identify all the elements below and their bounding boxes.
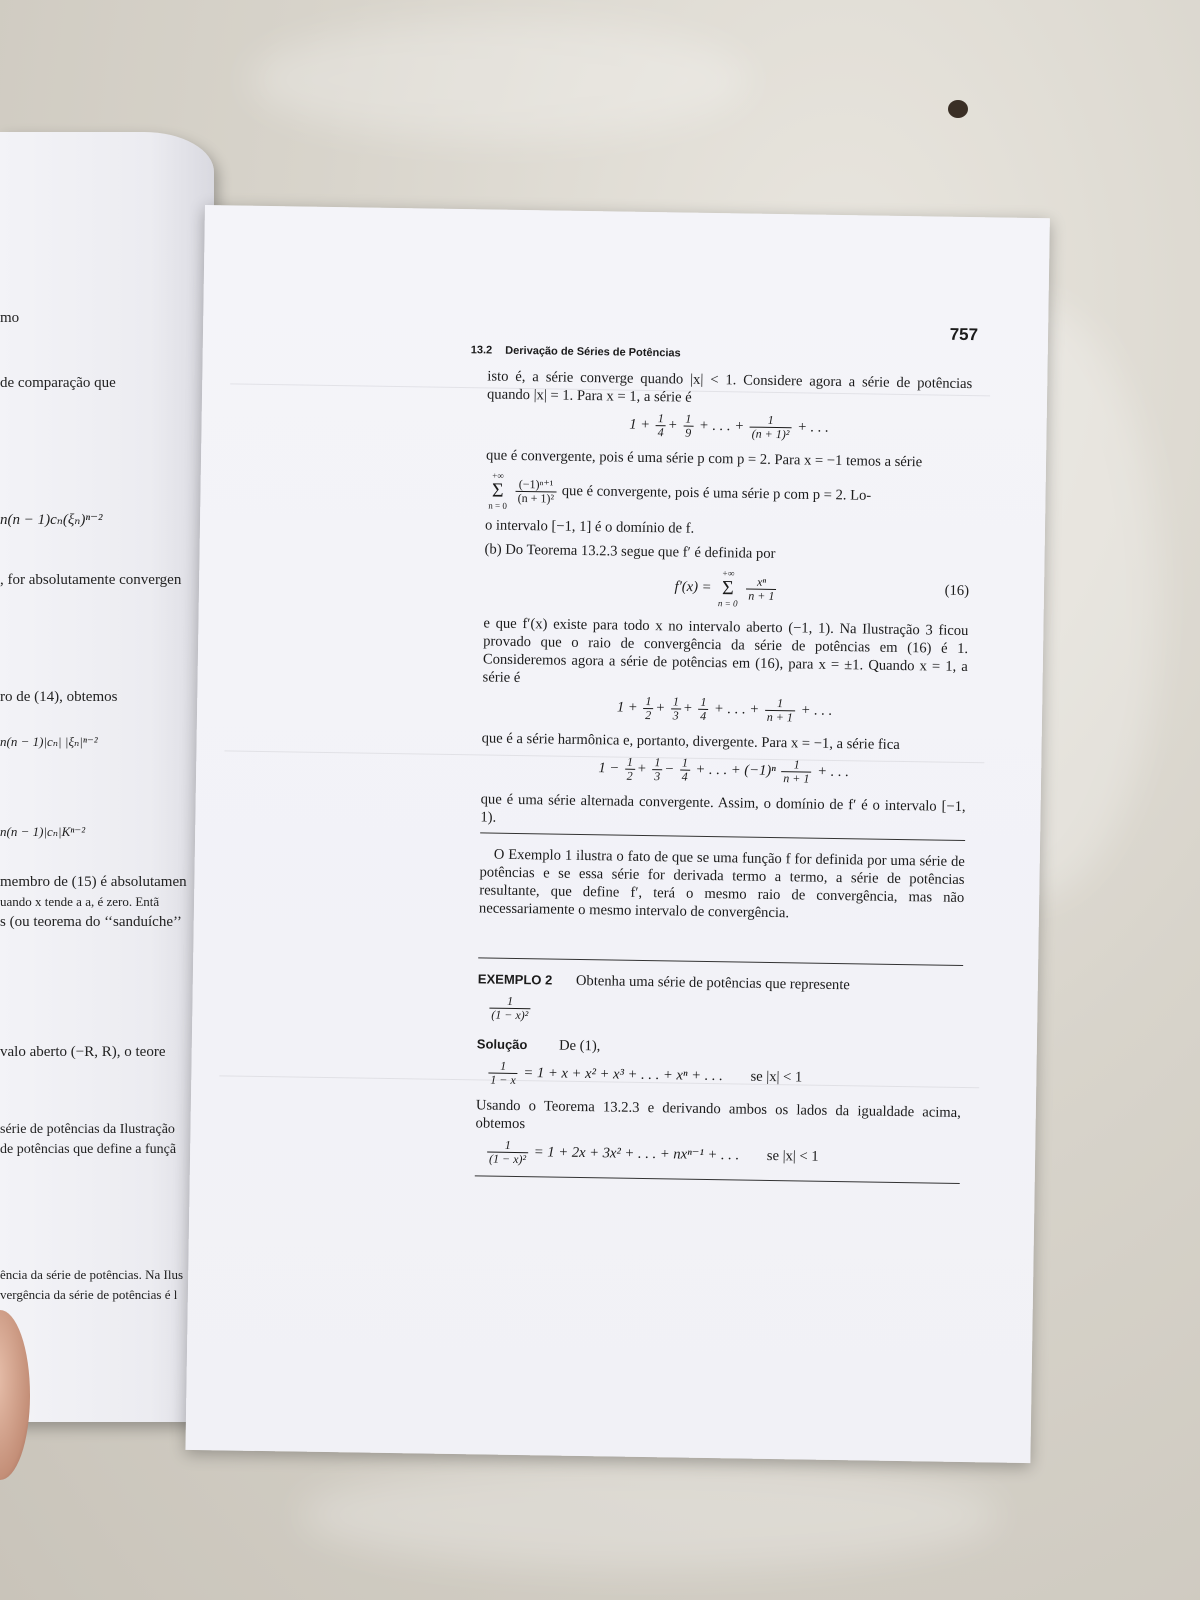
cloth-stain xyxy=(948,100,968,118)
example-2: EXEMPLO 2 Obtenha uma série de potências que represente xyxy=(477,971,850,994)
sum-symbol: +∞ Σ n = 0 xyxy=(488,470,507,511)
paragraph: que é uma série alternada convergente. Assim, o domínio de f′ é o intervalo [−1, 1). xyxy=(480,791,966,826)
left-page-line: ência da série de potências. Na Ilus xyxy=(0,1267,184,1282)
left-page-line: mo xyxy=(0,310,20,326)
paragraph: (b) Do Teorema 13.2.3 segue que f′ é definida por xyxy=(484,541,776,563)
alternating-series: 1 − $\frac{1}{2}$ + $\frac{1}{3}$ − $\frac{1}{4}$ + . . . + (−1)ⁿ $\frac{1}{n + 1}$ + . . . xyxy=(598,754,850,786)
left-page-line: ro de (14), obtemos xyxy=(0,689,118,705)
paragraph: isto é, a série converge quando |x| < 1. Considere agora a série de potências quando |x| = 1. Para x = 1, a série é xyxy=(486,368,973,406)
left-page-line: s (ou teorema do ‘‘sanduíche’’ xyxy=(0,914,182,930)
section-number: 13.2 xyxy=(470,344,493,357)
paragraph: que é a série harmônica e, portanto, divergente. Para x = −1, a série fica xyxy=(481,730,900,753)
harmonic-series: 1 + $\frac{1}{2}$ + $\frac{1}{3}$ + $\frac{1}{4}$ + . . . + $\frac{1}{n + 1}$ + . . . xyxy=(616,693,833,725)
cloth-fold xyxy=(250,20,750,140)
paragraph: e que f′(x) existe para todo x no intervalo aberto (−1, 1). Na Ilustração 3 ficou provado que o raio de convergência da série de potências em (16) é 1. Consideremos agora a série de potências em (16), para x = ±1. Quando x = 1, a série é xyxy=(482,615,969,687)
paragraph: que é convergente, pois é uma série p com p = 2. Para x = −1 temos a série xyxy=(485,447,923,471)
left-page-line: membro de (15) é absolutamen xyxy=(0,874,187,890)
solution: Solução De (1), xyxy=(476,1036,601,1055)
left-page-line: de comparação que xyxy=(0,375,116,391)
book-page xyxy=(185,205,1049,1463)
left-page-line: n(n − 1)cₙ(ξₙ)ⁿ⁻² xyxy=(0,512,103,528)
paragraph: o intervalo [−1, 1] é o domínio de f. xyxy=(484,517,695,537)
equation-label: (16) xyxy=(944,582,970,600)
geometric-series-equation: $\frac{1}{1 - x}$ = 1 + x + x² + x³ + . . . + xⁿ + . . . se |x| < 1 xyxy=(490,1058,803,1087)
running-head xyxy=(471,344,681,359)
remark-paragraph: O Exemplo 1 ilustra o fato de que se uma função f for definida por uma série de potências e se essa série for derivada termo a termo, a série de potências resultante, que define f′, terá o mesmo raio de convergência, mas não necessariamente o mesmo intervalo de convergência. xyxy=(478,846,965,922)
derived-series-equation: $\frac{1}{\text{(1 − x)²}}$ = 1 + 2x + 3x² + . . . + nxⁿ⁻¹ + . . . se |x| < 1 xyxy=(488,1137,819,1167)
paragraph: Usando o Teorema 13.2.3 e derivando ambos os lados da igualdade acima, obtemos xyxy=(475,1097,961,1133)
divider xyxy=(475,1175,960,1184)
section-title: Derivação de Séries de Potências xyxy=(505,344,681,360)
left-page-line: n(n − 1)|cₙ| |ξₙ|ⁿ⁻² xyxy=(0,734,98,749)
left-page-line: , for absolutamente convergen xyxy=(0,572,182,588)
paragraph-with-sum: +∞ Σ n = 0 $\frac{\text{(−1)ⁿ⁺¹}}{\text{(n + 1)²}}$ que é convergente, pois é uma série p com p = 2. Lo- xyxy=(488,470,872,511)
example-label: EXEMPLO 2 xyxy=(477,971,553,988)
left-page xyxy=(0,132,214,1422)
left-page-line: de potências que define a funçã xyxy=(0,1142,177,1157)
left-page-line: vergência da série de potências é l xyxy=(0,1287,178,1302)
example-2-fraction: $\frac{1}{\text{(1 − x)²}}$ xyxy=(487,995,962,1029)
series-p2: 1 + $\frac{1}{4}$ + $\frac{1}{9}$ + . . . + $\frac{1}{\text{(n + 1)²}}$ + . . . xyxy=(629,411,830,442)
sum-symbol: +∞ Σ n = 0 xyxy=(717,568,738,609)
equation-16: f′(x) = +∞ Σ n = 0 $\frac{\text{xⁿ}}{n + 1}$ (16) xyxy=(674,568,970,609)
cloth-fold xyxy=(300,1460,1000,1570)
left-page-line: valo aberto (−R, R), o teore xyxy=(0,1044,166,1060)
left-page-line: n(n − 1)|cₙ|Kⁿ⁻² xyxy=(0,824,86,839)
text-column xyxy=(475,367,973,1196)
left-page-line: uando x tende a a, é zero. Entã xyxy=(0,894,160,909)
page-number: 757 xyxy=(949,324,979,345)
left-page-line: série de potências da Ilustração xyxy=(0,1122,175,1137)
divider xyxy=(478,957,963,966)
solution-label: Solução xyxy=(476,1036,528,1053)
divider xyxy=(480,832,965,841)
